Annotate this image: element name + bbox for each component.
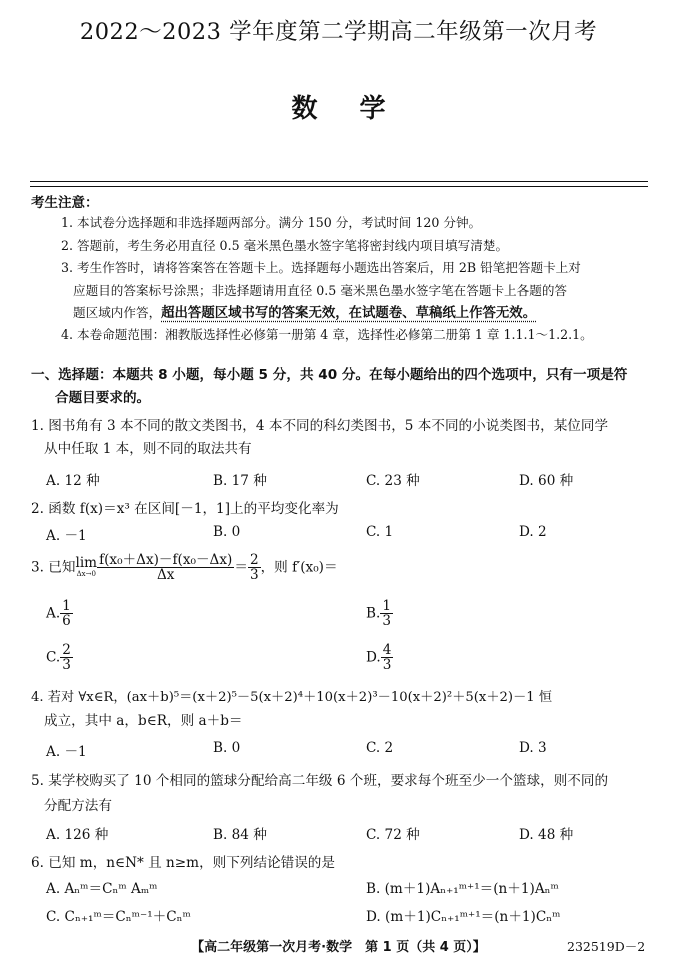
question-1-stem: 1. 图书角有 3 本不同的散文类图书，4 本不同的科幻类图书，5 本不同的小说类图书，某位同学 <box>31 418 609 434</box>
difference-quotient-denominator: Δx <box>156 567 175 584</box>
fraction-numerator: 2 <box>62 642 71 658</box>
question-2-option-a: A. －1 <box>46 528 87 544</box>
question-3-option-c <box>46 643 73 673</box>
notice-emphasis: 超出答题区域书写的答案无效，在试题卷、草稿纸上作答无效。 <box>161 306 537 321</box>
question-3-option-d <box>366 643 393 673</box>
question-6-option-d: D. (m＋1)Cₙ₊₁ᵐ⁺¹＝(n＋1)Cₙᵐ <box>366 909 561 925</box>
fraction-denominator: 3 <box>382 613 391 630</box>
limit-label: lim <box>75 555 98 572</box>
option-fraction <box>381 643 394 673</box>
question-4-option-a: A. －1 <box>46 744 87 760</box>
option-label: D. <box>366 649 381 666</box>
ratio-denominator: 3 <box>249 567 259 584</box>
divider-thin <box>30 186 648 187</box>
option-label: A. <box>46 605 61 622</box>
option-label: C. <box>46 649 61 666</box>
notice-item-3-cont: 应题目的答案标号涂黑；非选择题请用直径 0.5 毫米黑色墨水签字笔在答题卡上各题的答 <box>73 283 568 298</box>
fraction-denominator: 6 <box>62 613 71 630</box>
question-5-option-c: C. 72 种 <box>366 827 420 843</box>
question-1-option-d: D. 60 种 <box>519 473 574 489</box>
notice-heading: 考生注意： <box>31 195 99 211</box>
fraction-numerator: 4 <box>382 642 392 658</box>
question-6-stem: 6. 已知 m，n∈N* 且 n≥m，则下列结论错误的是 <box>31 855 335 871</box>
question-5-option-a: A. 126 种 <box>46 827 109 843</box>
question-6-option-c: C. Cₙ₊₁ᵐ＝Cₙᵐ⁻¹＋Cₙᵐ <box>46 909 191 925</box>
limit-symbol <box>75 557 97 578</box>
question-3-stem <box>31 553 338 583</box>
question-1-option-c: C. 23 种 <box>366 473 420 489</box>
notice-item-3-tail: 题区域内作答， <box>73 305 162 320</box>
question-4-stem: 4. 若对 ∀x∈R，(ax＋b)⁵＝(x＋2)⁵－5(x＋2)⁴＋10(x＋2)³－10(x＋2)²＋5(x＋2)－1 恒 <box>31 690 553 705</box>
question-1-option-a: A. 12 种 <box>46 473 100 489</box>
question-2-stem: 2. 函数 f(x)＝x³ 在区间[－1，1]上的平均变化率为 <box>31 501 339 517</box>
notice-item-4: 4. 本卷命题范围：湘教版选择性必修第一册第 4 章，选择性必修第二册第 1 章 1.1.1～1.2.1。 <box>61 327 593 342</box>
paper-code: 232519D－2 <box>567 939 646 954</box>
divider-thick <box>30 181 648 182</box>
fraction-denominator: 3 <box>382 657 392 674</box>
question-3-pre: 3. 已知 <box>31 559 76 576</box>
fraction-numerator: 1 <box>382 598 391 614</box>
question-1-option-b: B. 17 种 <box>213 473 267 489</box>
page-footer: 【高二年级第一次月考·数学 第 1 页（共 4 页）】 <box>191 940 486 955</box>
subject-title: 数学 <box>291 94 428 124</box>
option-fraction <box>380 599 393 629</box>
notice-item-2: 2. 答题前，考生务必用直径 0.5 毫米黑色墨水签字笔将密封线内项目填写清楚。 <box>61 238 509 253</box>
notice-item-1: 1. 本试卷分选择题和非选择题两部分。满分 150 分，考试时间 120 分钟。 <box>61 215 482 230</box>
question-3-equals: ＝ <box>234 559 248 576</box>
question-6-option-b: B. (m＋1)Aₙ₊₁ᵐ⁺¹＝(n＋1)Aₙᵐ <box>366 881 559 897</box>
difference-quotient <box>97 553 234 583</box>
question-3-option-a <box>46 599 73 629</box>
option-fraction <box>60 599 73 629</box>
fraction-denominator: 3 <box>62 657 71 674</box>
question-2-option-d: D. 2 <box>519 524 547 540</box>
notice-item-3: 3. 考生作答时，请将答案答在答题卡上。选择题每小题选出答案后，用 2B 铅笔把答题卡上对 <box>61 260 581 275</box>
question-4-option-d: D. 3 <box>519 740 547 756</box>
question-2-option-b: B. 0 <box>213 524 241 540</box>
section-heading-cont: 合题目要求的。 <box>55 390 151 406</box>
question-5-stem: 5. 某学校购买了 10 个相同的篮球分配给高二年级 6 个班，要求每个班至少一个篮球，则不同的 <box>31 773 609 789</box>
question-5-option-d: D. 48 种 <box>519 827 574 843</box>
difference-quotient-numerator: f(x₀＋Δx)－f(x₀－Δx) <box>99 552 233 568</box>
question-4-stem-cont: 成立，其中 a，b∈R，则 a＋b＝ <box>44 713 243 729</box>
question-5-stem-cont: 分配方法有 <box>44 798 112 814</box>
ratio-fraction <box>248 553 261 583</box>
limit-subscript: Δx→0 <box>76 570 96 579</box>
section-heading: 一、选择题：本题共 8 小题，每小题 5 分，共 40 分。在每小题给出的四个选项中，只有一项是符 <box>31 367 628 383</box>
question-3-post: ，则 f′(x₀)＝ <box>260 559 338 576</box>
fraction-numerator: 1 <box>62 598 71 614</box>
question-2-option-c: C. 1 <box>366 524 394 540</box>
exam-title: 2022～2023 学年度第二学期高二年级第一次月考 <box>79 19 598 45</box>
option-fraction <box>60 643 73 673</box>
question-1-stem-cont: 从中任取 1 本，则不同的取法共有 <box>44 441 252 457</box>
question-6-option-a: A. Aₙᵐ＝Cₙᵐ Aₘᵐ <box>46 881 158 897</box>
option-label: B. <box>366 605 381 622</box>
question-3-option-b <box>366 599 393 629</box>
question-4-option-c: C. 2 <box>366 740 394 756</box>
notice-item-3-cont2 <box>73 302 536 321</box>
question-5-option-b: B. 84 种 <box>213 827 267 843</box>
question-4-option-b: B. 0 <box>213 740 241 756</box>
ratio-numerator: 2 <box>249 552 259 568</box>
